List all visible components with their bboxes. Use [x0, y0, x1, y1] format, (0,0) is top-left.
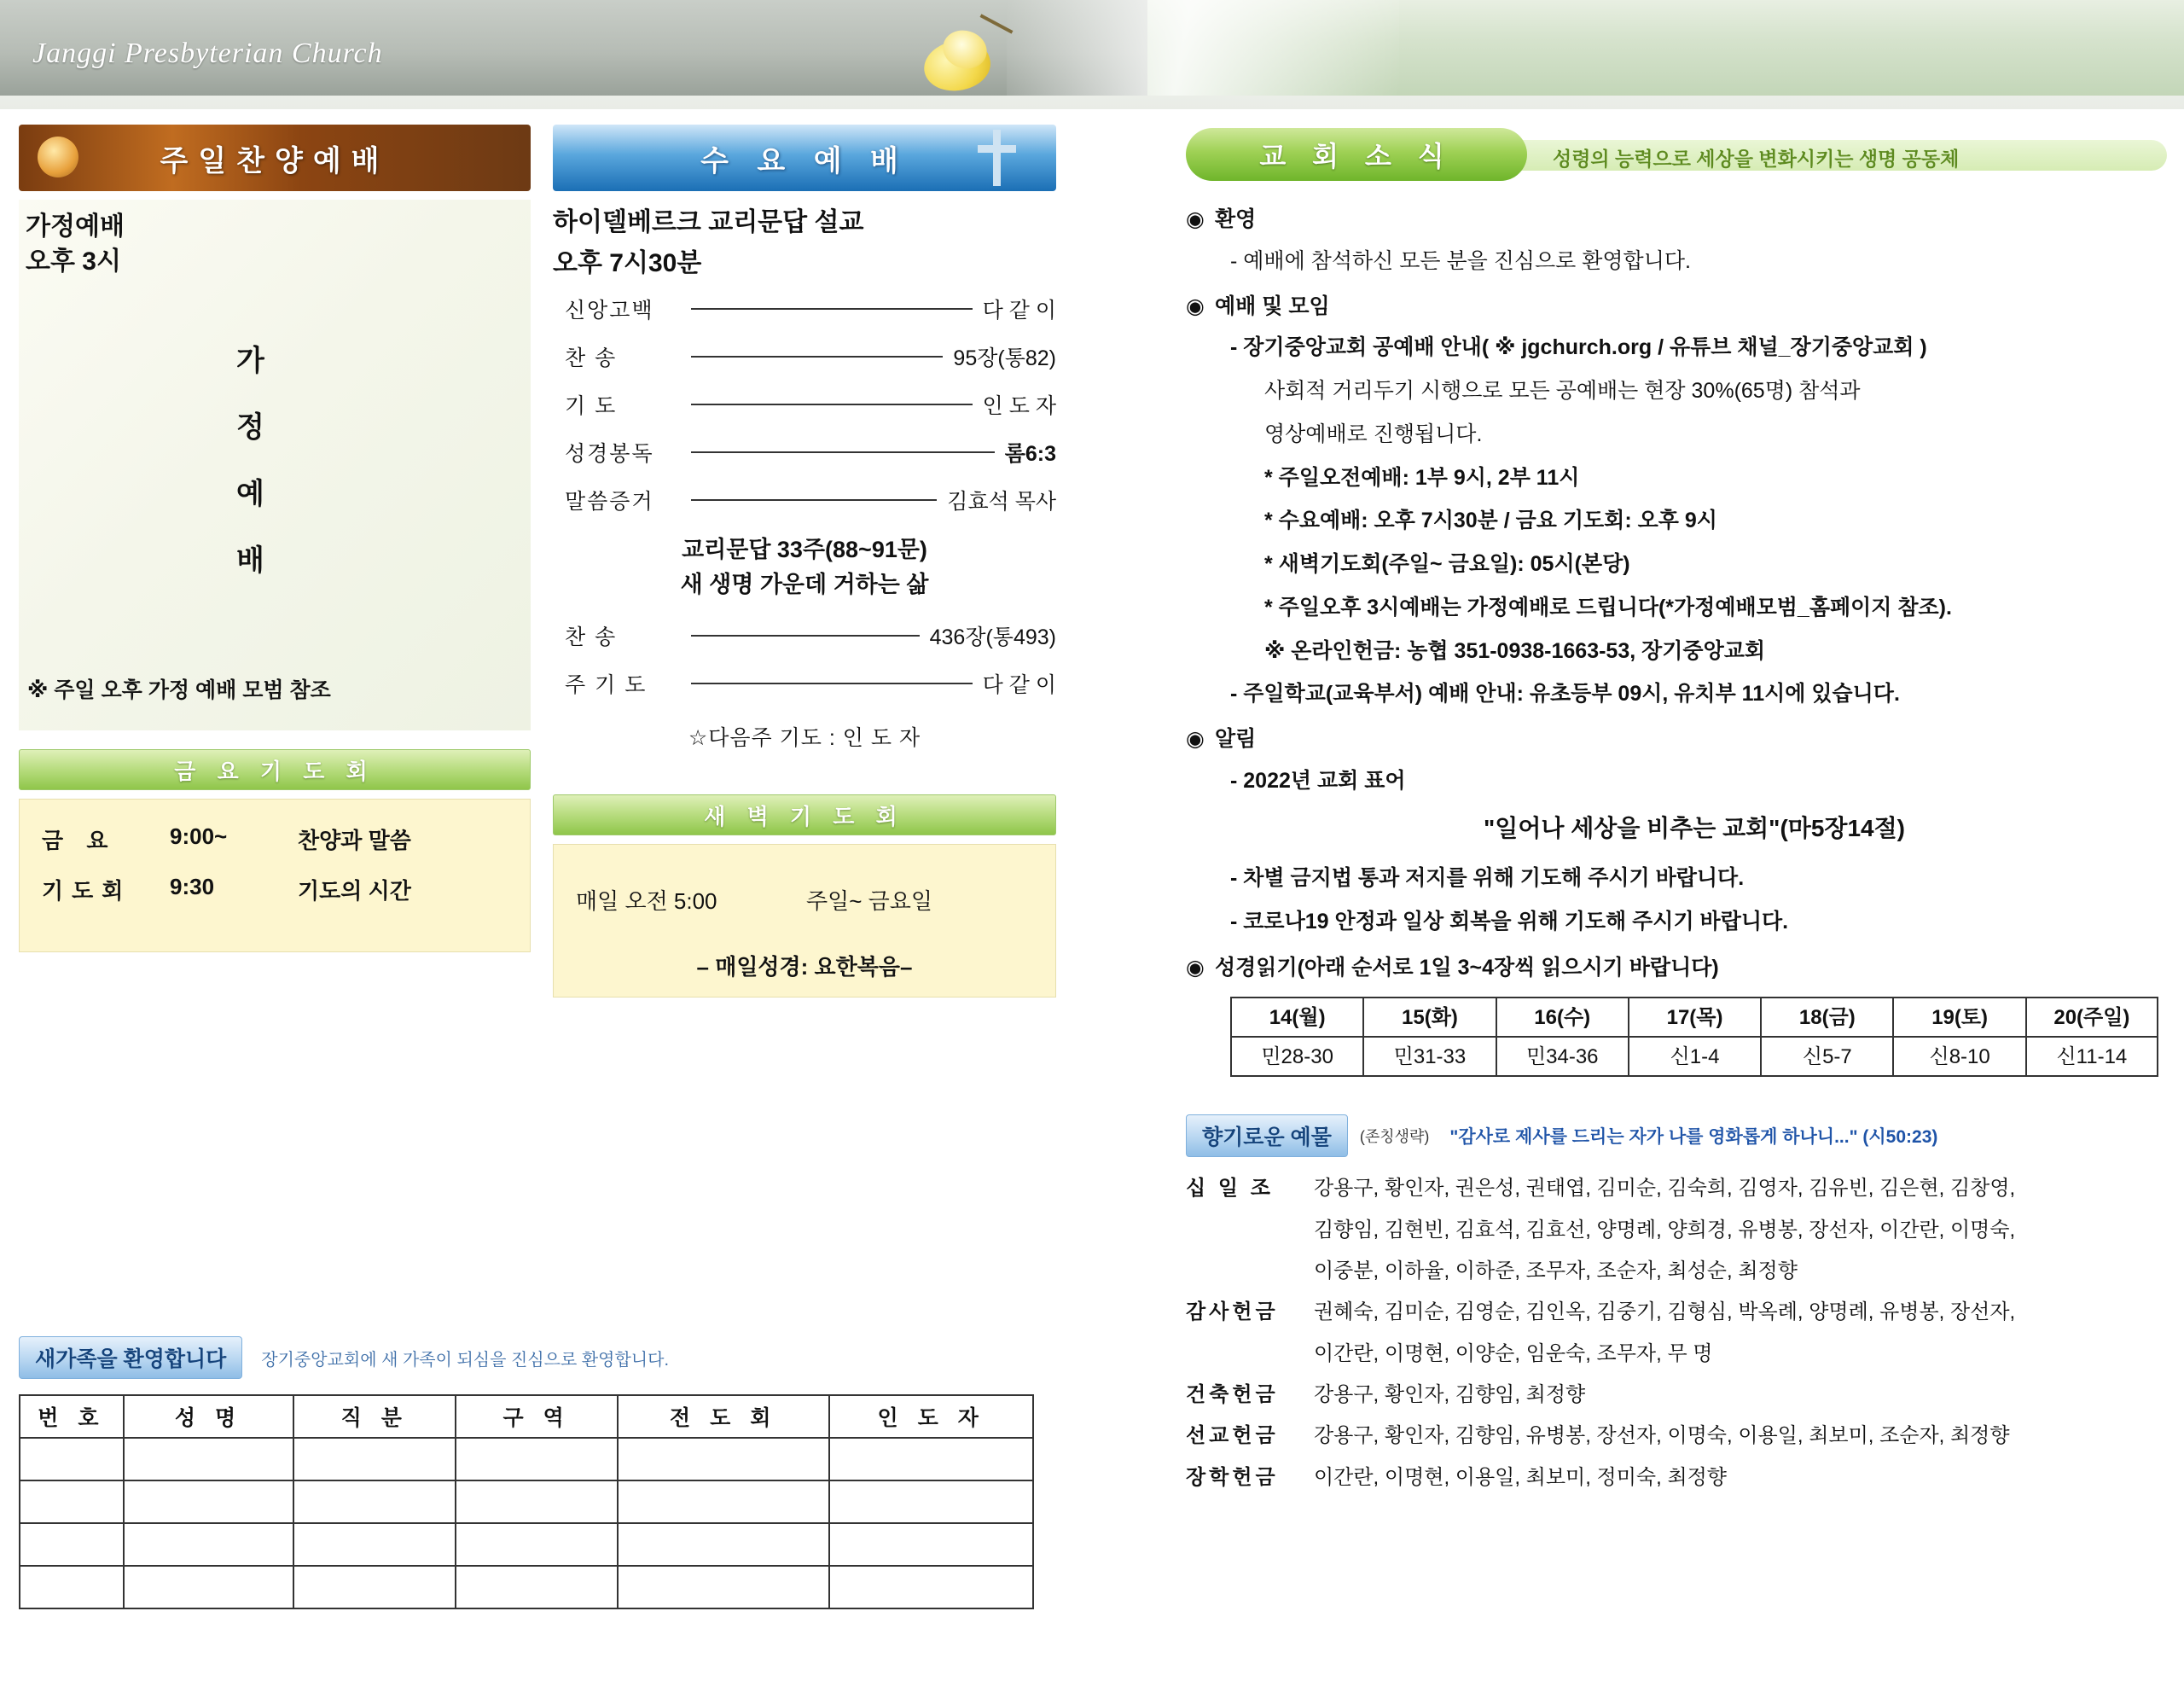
col-district: 구 역 — [456, 1395, 618, 1438]
notice-heading: 알림 — [1215, 727, 1257, 751]
worship-line: * 주일오전예배: 1부 9시, 2부 11시 — [1264, 465, 1580, 490]
offering-chip: 향기로운 예물 — [1186, 1114, 1348, 1157]
table-header-row — [20, 1395, 1033, 1438]
page-banner — [0, 0, 2184, 109]
dawn-prayer-bar: 새 벽 기 도 회 — [553, 794, 1056, 835]
bible-ref: 신11-14 — [2026, 1037, 2158, 1076]
friday-row — [42, 874, 508, 905]
order-dash — [691, 404, 973, 405]
bible-day: 20(주일) — [2026, 998, 2158, 1037]
offering-names: 강용구, 황인자, 김향임, 유병봉, 장선자, 이명숙, 이용일, 최보미, 조순자, 최정향 — [1314, 1424, 2010, 1448]
offering-row — [1186, 1338, 2158, 1370]
right-column — [1186, 128, 2158, 1503]
bible-ref: 신1-4 — [1629, 1037, 1761, 1076]
dawn-days: 주일~ 금요일 — [806, 888, 932, 914]
bible-reading-table — [1230, 997, 2158, 1077]
table-row — [20, 1438, 1033, 1480]
offering-names: 이중분, 이하율, 이하준, 조무자, 조순자, 최성순, 최정향 — [1314, 1259, 1798, 1283]
offering-names: 이간란, 이명현, 이양순, 임운숙, 조무자, 무 명 — [1314, 1341, 1713, 1365]
order-row — [553, 620, 1056, 651]
church-brand-title: Janggi Presbyterian Church — [32, 38, 383, 69]
news-item-notice — [1186, 723, 2158, 756]
order-label: 성경봉독 — [565, 442, 654, 466]
friday-row-time: 9:30 — [170, 874, 215, 899]
new-family-header — [19, 1336, 1077, 1379]
wednesday-lead-2: 오후 7시30분 — [553, 249, 702, 277]
friday-row-time: 9:00~ — [170, 823, 228, 849]
new-family-table — [19, 1394, 1034, 1609]
church-motto: "일어나 세상을 비추는 교회"(마5장14절) — [1484, 814, 1905, 841]
welcome-heading: 환영 — [1215, 207, 1257, 231]
left-column — [19, 125, 531, 952]
church-news-title: 교 회 소 식 — [1186, 128, 1527, 181]
notice-detail — [1230, 765, 2158, 939]
bullet-icon: ◉ — [1186, 956, 1205, 980]
order-row — [553, 437, 1056, 468]
notice-line: - 코로나19 안정과 일상 회복을 위해 기도해 주시기 바랍니다. — [1230, 909, 1789, 934]
bible-ref: 민31-33 — [1363, 1037, 1496, 1076]
cross-icon — [971, 130, 1022, 186]
bible-day: 14(월) — [1231, 998, 1363, 1037]
order-row — [553, 294, 1056, 324]
col-position: 직 분 — [293, 1395, 456, 1438]
order-label: 찬 송 — [565, 346, 618, 370]
offering-category: 감사헌금 — [1186, 1300, 1279, 1324]
bible-ref: 신5-7 — [1761, 1037, 1893, 1076]
offering-category: 장학헌금 — [1186, 1465, 1279, 1489]
news-item-bible-reading — [1186, 951, 2158, 985]
dawn-prayer-panel — [553, 844, 1056, 998]
offering-category: 건축헌금 — [1186, 1383, 1279, 1407]
wednesday-worship-title: 수 요 예 배 — [700, 144, 909, 177]
order-dash — [691, 499, 937, 501]
order-row — [553, 341, 1056, 372]
offering-row — [1186, 1420, 2158, 1452]
order-value: 다 같 이 — [982, 673, 1056, 697]
bible-days-row — [1231, 998, 2158, 1037]
wednesday-worship-banner — [553, 125, 1056, 191]
rose-flower-icon — [917, 19, 1011, 100]
welcome-line: - 예배에 참석하신 모든 분을 진심으로 환영합니다. — [1230, 248, 1691, 273]
bible-day: 19(토) — [1893, 998, 2025, 1037]
offering-category — [1186, 1214, 1314, 1247]
order-value: 인 도 자 — [982, 394, 1056, 418]
home-worship-vertical-text: 가 정 예 배 — [236, 345, 264, 577]
offering-row — [1186, 1214, 2158, 1247]
offering-row — [1186, 1296, 2158, 1329]
sunday-praise-title: 주일찬양예배 — [160, 144, 390, 177]
worship-line: - 장기중앙교회 공예배 안내( ※ jgchurch.org / 유튜브 채널_장기중앙교회 ) — [1230, 335, 1927, 360]
table-row — [20, 1480, 1033, 1523]
notice-line: - 차별 금지법 통과 저지를 위해 기도해 주시기 바랍니다. — [1230, 865, 1745, 890]
bible-ref: 민28-30 — [1231, 1037, 1363, 1076]
offering-names: 강용구, 황인자, 권은성, 권태엽, 김미순, 김숙희, 김영자, 김유빈, 김은현, 김창영, — [1314, 1177, 2016, 1201]
friday-row-label: 기도회 — [42, 878, 132, 904]
worship-line: 영상예배로 진행됩니다. — [1264, 422, 1483, 446]
offering-names: 권혜숙, 김미순, 김영순, 김인옥, 김중기, 김형심, 박옥례, 양명례, 유병봉, 장선자, — [1314, 1300, 2016, 1324]
offering-names: 이간란, 이명현, 이용일, 최보미, 정미숙, 최정향 — [1314, 1465, 1727, 1489]
sermon-title-line2: 새 생명 가운데 거하는 삶 — [680, 571, 929, 597]
bible-day: 15(화) — [1363, 998, 1496, 1037]
friday-prayer-bar: 금 요 기 도 회 — [19, 749, 531, 790]
new-family-note: 장기중앙교회에 새 가족이 되심을 진심으로 환영합니다. — [261, 1350, 669, 1370]
worship-line: ※ 온라인헌금: 농협 351-0938-1663-53, 장기중앙교회 — [1264, 638, 1766, 663]
col-evangelism: 전 도 회 — [618, 1395, 829, 1438]
offering-list — [1186, 1172, 2158, 1494]
friday-row-desc: 기도의 시간 — [298, 878, 411, 904]
church-news-body — [1186, 203, 2158, 1077]
home-worship-lead-1: 가정예배 — [26, 212, 125, 241]
order-dash — [691, 635, 920, 637]
worship-line: 사회적 거리두기 시행으로 모든 공예배는 현장 30%(65명) 참석과 — [1264, 379, 1861, 403]
order-dash — [691, 308, 973, 310]
wednesday-order-panel — [553, 205, 1056, 752]
order-dash — [691, 451, 995, 453]
table-row — [20, 1523, 1033, 1566]
bible-day: 17(목) — [1629, 998, 1761, 1037]
news-item-welcome — [1186, 203, 2158, 236]
sermon-title — [553, 532, 1056, 602]
sunday-praise-banner — [19, 125, 531, 191]
friday-row-label: 금 요 — [42, 828, 117, 853]
next-week-prayer: ☆다음주 기도 : 인 도 자 — [688, 726, 921, 750]
bible-reading-heading: 성경읽기(아래 순서로 1일 3~4장씩 읽으시기 바랍니다) — [1215, 956, 1719, 980]
order-value: 95장(통82) — [953, 346, 1056, 370]
new-family-chip: 새가족을 환영합니다 — [19, 1336, 242, 1379]
order-label: 주 기 도 — [565, 673, 648, 697]
table-row — [20, 1566, 1033, 1608]
bullet-icon: ◉ — [1186, 207, 1205, 231]
offering-verse: "감사로 제사를 드리는 자가 나를 영화롭게 하나니..." (시50:23) — [1449, 1127, 1938, 1148]
offering-header — [1186, 1116, 2158, 1155]
worship-line: * 새벽기도회(주일~ 금요일): 05시(본당) — [1264, 552, 1630, 576]
new-family-section — [19, 1314, 1077, 1609]
order-row — [553, 668, 1056, 699]
home-worship-panel — [19, 200, 531, 730]
church-slogan: 성령의 능력으로 세상을 변화시키는 생명 공동체 — [1553, 148, 1960, 170]
offering-names: 강용구, 황인자, 김향임, 최정향 — [1314, 1383, 1586, 1407]
offering-category: 선교헌금 — [1186, 1424, 1279, 1448]
offering-note: (존칭생략) — [1359, 1128, 1430, 1146]
daily-bible: – 매일성경: 요한복음– — [696, 954, 913, 980]
bullet-icon: ◉ — [1186, 727, 1205, 751]
order-label: 기 도 — [565, 394, 618, 418]
offering-row — [1186, 1462, 2158, 1494]
dawn-row — [576, 884, 1033, 916]
order-label: 신앙고백 — [565, 299, 654, 323]
worship-line: - 주일학교(교육부서) 예배 안내: 유초등부 09시, 유치부 11시에 있습니다. — [1230, 682, 1900, 707]
col-leader: 인 도 자 — [829, 1395, 1033, 1438]
bible-refs-row — [1231, 1037, 2158, 1076]
order-dash — [691, 683, 973, 684]
bible-ref: 신8-10 — [1893, 1037, 2025, 1076]
church-news-header — [1186, 128, 2158, 183]
order-value: 롬6:3 — [1004, 442, 1056, 466]
col-number: 번 호 — [20, 1395, 124, 1438]
worship-detail — [1230, 331, 2158, 711]
news-item-worship — [1186, 290, 2158, 323]
banner-sheen — [1007, 0, 1399, 96]
worship-line: * 수요예배: 오후 7시30분 / 금요 기도회: 오후 9시 — [1264, 509, 1717, 533]
order-dash — [691, 356, 943, 358]
order-label: 찬 송 — [565, 625, 618, 649]
bullet-icon: ◉ — [1186, 294, 1205, 318]
offering-category: 십 일 조 — [1186, 1177, 1274, 1201]
offering-names: 김향임, 김현빈, 김효석, 김효선, 양명례, 양희경, 유병봉, 장선자, 이간란, 이명숙, — [1314, 1218, 2016, 1242]
bible-ref: 민34-36 — [1496, 1037, 1629, 1076]
worship-line: * 주일오후 3시예배는 가정예배로 드립니다(*가정예배모범_홈페이지 참조). — [1264, 595, 1952, 619]
order-value: 김효석 목사 — [947, 490, 1056, 514]
order-label: 말씀증거 — [565, 490, 654, 514]
sermon-title-line1: 교리문답 33주(88~91문) — [682, 537, 927, 562]
friday-row — [42, 823, 508, 855]
order-row — [553, 485, 1056, 515]
dawn-time: 매일 오전 5:00 — [576, 888, 717, 914]
col-name: 성 명 — [124, 1395, 294, 1438]
offering-row — [1186, 1379, 2158, 1411]
bible-day: 16(수) — [1496, 998, 1629, 1037]
friday-prayer-panel — [19, 799, 531, 952]
offering-row — [1186, 1255, 2158, 1288]
welcome-detail — [1230, 245, 2158, 278]
notice-line: - 2022년 교회 표어 — [1230, 768, 1406, 793]
bible-day: 18(금) — [1761, 998, 1893, 1037]
offering-category — [1186, 1338, 1314, 1370]
offering-category — [1186, 1255, 1314, 1288]
middle-column — [553, 125, 1056, 998]
offering-row — [1186, 1172, 2158, 1205]
sun-icon — [38, 137, 78, 177]
worship-heading: 예배 및 모임 — [1215, 294, 1330, 318]
friday-row-desc: 찬양과 말씀 — [298, 828, 411, 853]
order-row — [553, 389, 1056, 420]
order-value: 다 같 이 — [982, 299, 1056, 323]
home-worship-note: ※ 주일 오후 가정 예배 모범 참조 — [27, 678, 331, 702]
order-value: 436장(통493) — [929, 625, 1056, 649]
home-worship-lead-2: 오후 3시 — [26, 247, 121, 276]
wednesday-lead-1: 하이델베르크 교리문답 설교 — [553, 208, 864, 236]
